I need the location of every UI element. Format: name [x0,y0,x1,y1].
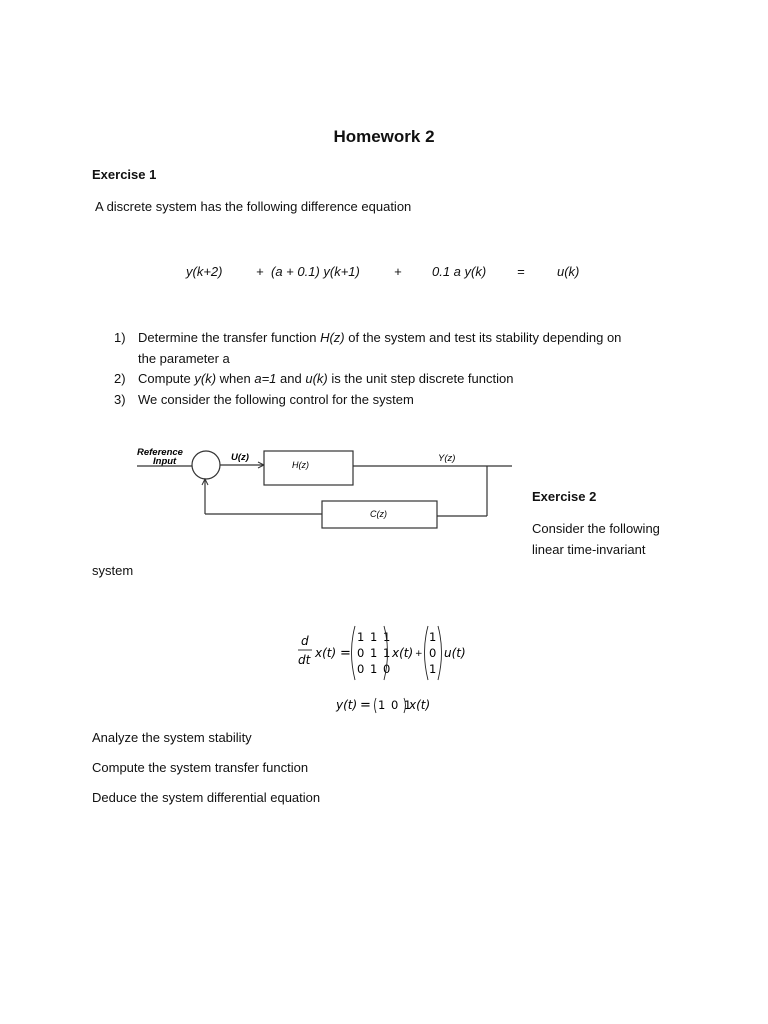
reference-label-line2: Input [153,456,177,467]
question-3-text: We consider the following control for the system [138,391,414,407]
task-differential-equation: Deduce the system differential equation [92,790,321,805]
question-2-and: and [276,371,306,386]
matrix-a-row-1: 1 1 1 [357,630,392,644]
exercise-2-line2: linear time-invariant [532,542,646,557]
h-label: H(z) [292,460,309,470]
exercise-1-questions [92,328,692,410]
question-2-text-end: is the unit step discrete function [327,371,514,386]
question-3 [92,390,692,411]
question-2-text: Compute [138,371,195,386]
matrix-c-left-paren [375,698,377,713]
reference-label-line1: Reference [137,447,183,458]
question-1-hz: H(z) [320,330,345,345]
question-2-a1: a=1 [254,371,277,386]
page-title: Homework 2 [333,127,435,146]
matrix-a-row-2: 0 1 1 [357,646,392,660]
exercise-2-line1: Consider the following [532,521,660,536]
matrix-b-row-3: 1 [429,662,438,676]
summing-junction [192,451,220,479]
u-label: U(z) [231,452,249,463]
matrix-b-left-paren [425,626,429,680]
question-3-number: 3) [114,391,126,407]
y-label: Y(z) [438,453,456,464]
question-1-line2: the parameter a [138,350,230,366]
input-x-t: x(t) [392,646,414,660]
derivative-d: d [301,634,309,648]
task-transfer-function: Compute the system transfer function [92,760,309,775]
matrix-b-right-paren [438,626,442,680]
question-2-when: when [216,371,255,386]
equation-term-uk: u(k) [557,264,580,279]
question-2-number: 2) [114,371,126,386]
question-1-text-end: of the system and test its stability depending on [344,330,622,345]
question-1 [92,328,692,369]
exercise-2-line3: system [92,563,134,578]
output-y-t: y(t) [336,698,358,712]
matrix-c-row: 1 0 1 [378,698,413,712]
output-x-t: x(t) [409,698,431,712]
control-block-diagram [130,440,530,540]
state-plus: + [415,649,423,659]
equation-term-yk2: y(k+2) [186,264,223,279]
task-analyze-stability: Analyze the system stability [92,730,252,745]
output-equals: = [360,698,371,713]
state-equals: = [340,646,351,661]
question-2 [92,369,692,390]
equation-plus-1: + [256,264,264,279]
question-2-yk: y(k) [194,371,217,386]
exercise-2-heading: Exercise 2 [532,489,597,504]
matrix-a-left-paren [352,626,356,680]
equation-plus-2: + [394,264,402,279]
question-2-uk: u(k) [305,371,328,386]
exercise-1-intro: A discrete system has the following difference equation [95,199,412,214]
equation-term-yk: 0.1 a y(k) [432,264,487,279]
output-equation [334,693,444,717]
input-u-t: u(t) [444,646,466,660]
question-1-text: Determine the transfer function [138,330,321,345]
derivative-dt: dt [298,653,311,667]
state-equation [290,622,490,684]
question-1-number: 1) [114,330,126,345]
matrix-a-row-3: 0 1 0 [357,662,392,676]
matrix-b-row-1: 1 [429,630,438,644]
state-x-t: x(t) [315,646,337,660]
equation-equals: = [517,264,525,279]
exercise-1-heading: Exercise 1 [92,167,157,182]
c-label: C(z) [370,509,387,519]
matrix-b-row-2: 0 [429,646,438,660]
equation-term-yk1: (a + 0.1) y(k+1) [271,264,360,279]
